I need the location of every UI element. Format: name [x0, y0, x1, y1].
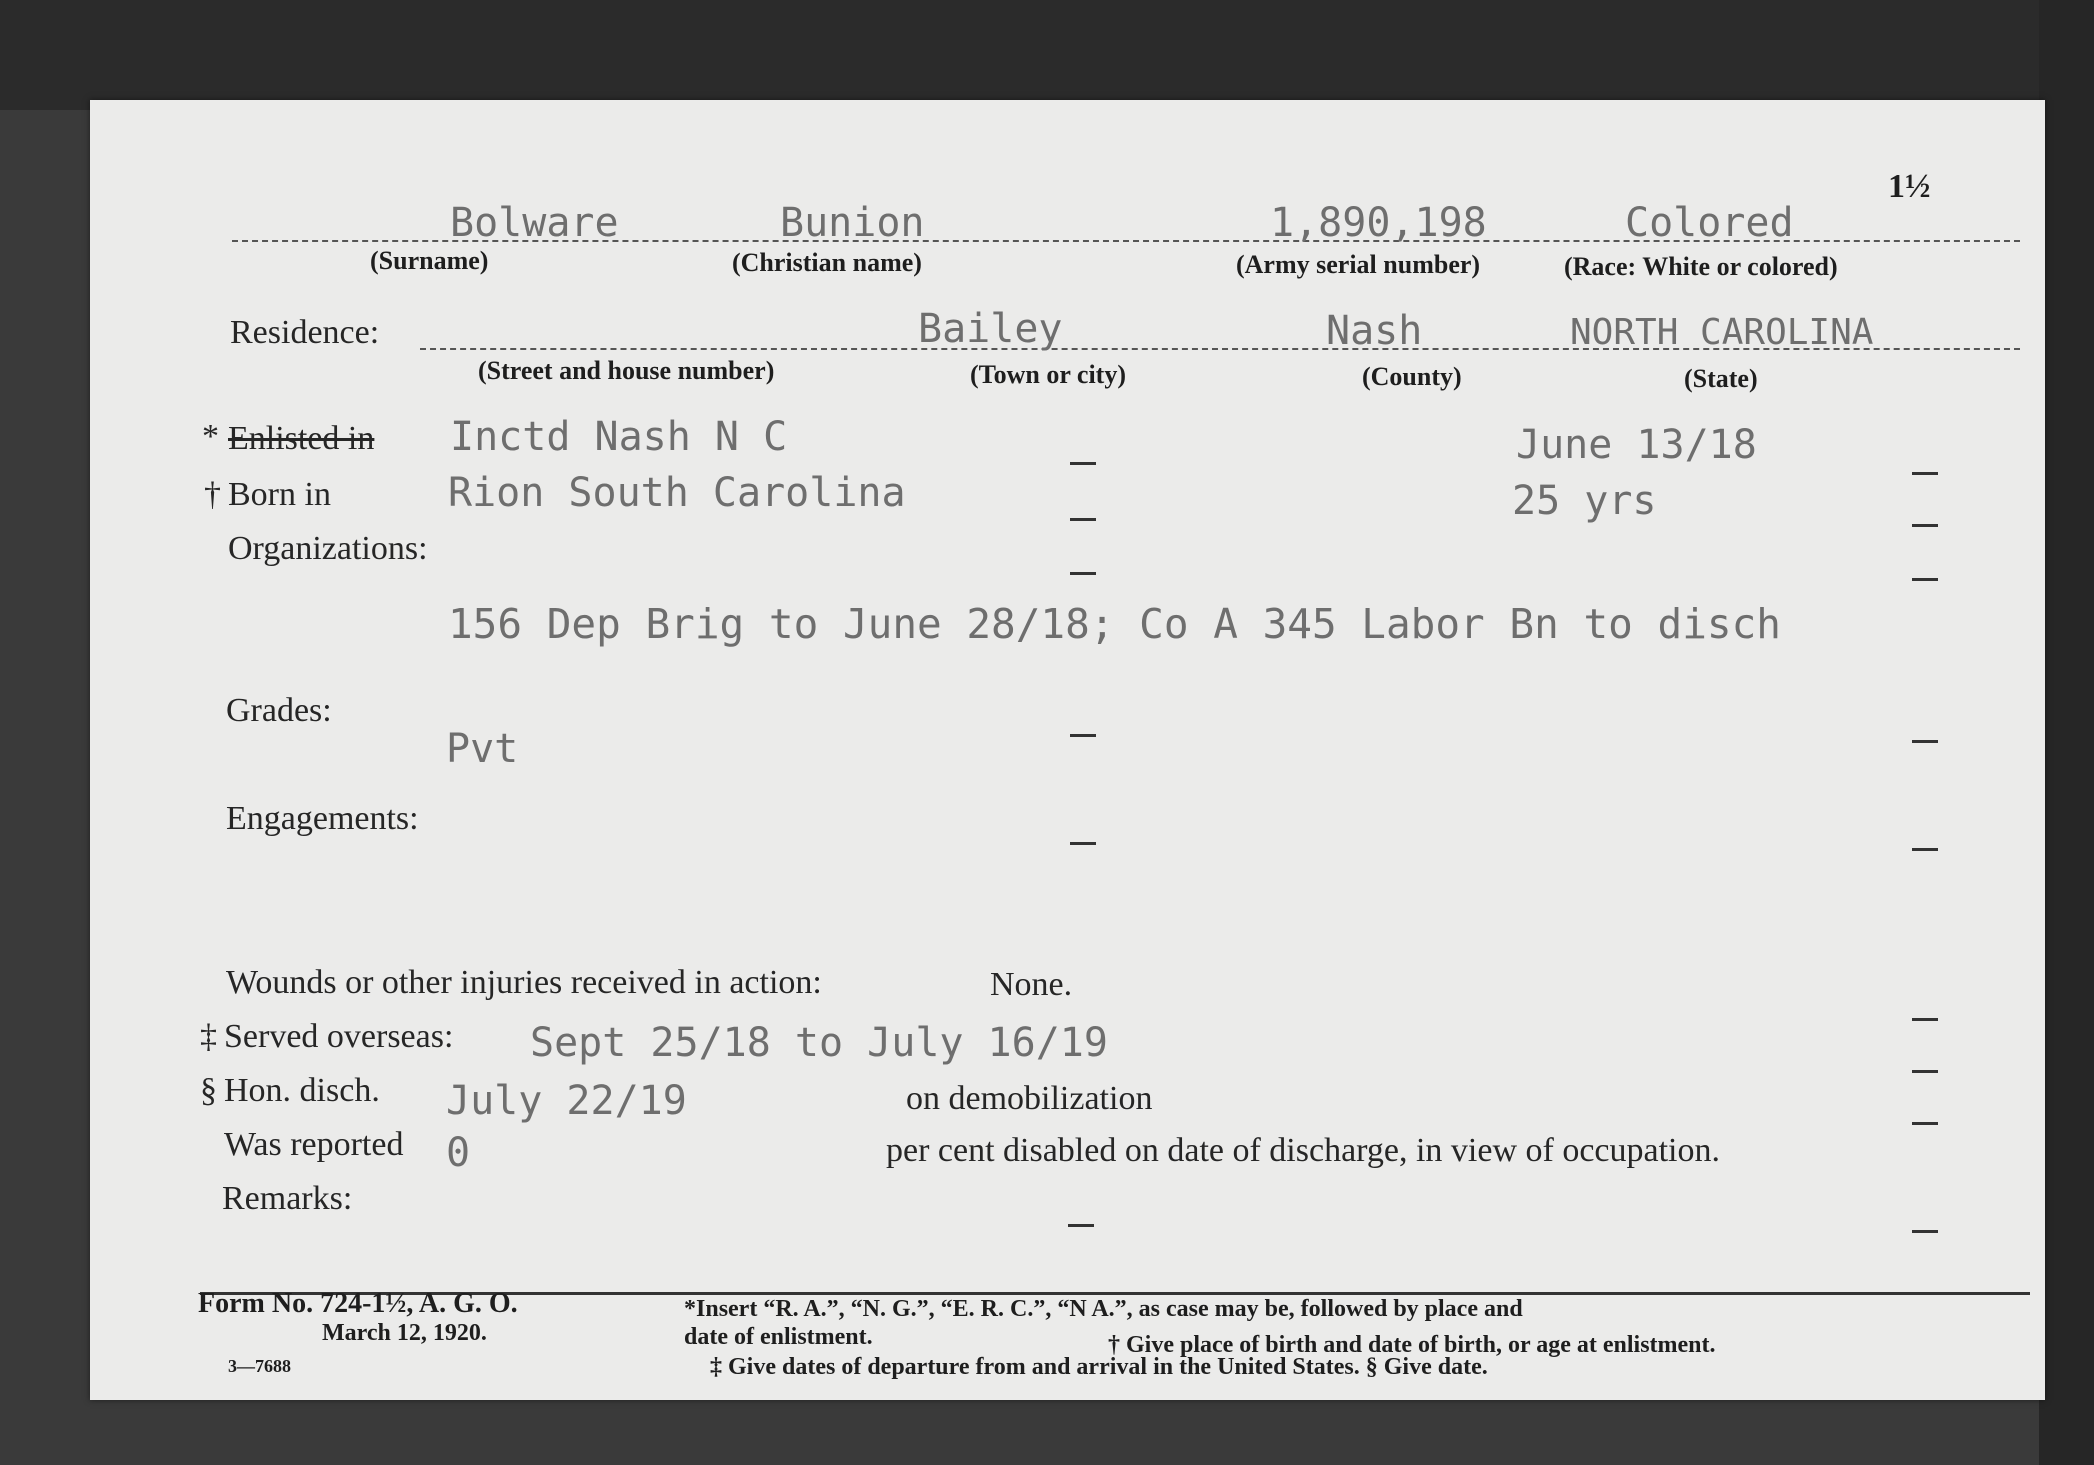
- overseas-value: Sept 25/18 to July 16/19: [530, 1020, 1108, 1066]
- margin-dash: [1912, 524, 1938, 527]
- organizations-value: 156 Dep Brig to June 28/18; Co A 345 Labor Bn to disch: [448, 600, 1781, 648]
- discharge-marker: §: [200, 1072, 217, 1109]
- enlisted-label: Enlisted in: [228, 420, 375, 457]
- residence-county-value: Nash: [1326, 308, 1423, 354]
- margin-dash: [1912, 578, 1938, 581]
- remarks-label: Remarks:: [222, 1180, 353, 1217]
- engagements-label: Engagements:: [226, 800, 419, 837]
- residence-label: Residence:: [230, 314, 380, 351]
- reported-note: per cent disabled on date of discharge, in view of occupation.: [886, 1132, 1720, 1169]
- grades-label: Grades:: [226, 692, 332, 729]
- born-marker: †: [204, 476, 221, 513]
- discharge-value: July 22/19: [446, 1078, 687, 1124]
- caption-street: (Street and house number): [478, 356, 775, 385]
- residence-state-value: NORTH CAROLINA: [1570, 312, 1874, 353]
- wounds-value: None.: [990, 966, 1073, 1003]
- margin-dash: [1912, 1018, 1938, 1021]
- enlisted-marker: *: [202, 418, 219, 455]
- scanner-background-right: [2039, 0, 2094, 1465]
- grades-value: Pvt: [446, 726, 519, 772]
- margin-dash: [1070, 572, 1096, 575]
- caption-county: (County): [1362, 362, 1462, 391]
- margin-dash: [1912, 1122, 1938, 1125]
- caption-serial-number: (Army serial number): [1236, 250, 1481, 279]
- serial-number-value: 1,890,198: [1270, 200, 1487, 246]
- residence-town-value: Bailey: [918, 306, 1063, 352]
- caption-surname: (Surname): [370, 246, 489, 275]
- organizations-label: Organizations:: [228, 530, 428, 567]
- reported-label: Was reported: [224, 1126, 404, 1163]
- enlisted-value: Inctd Nash N C: [450, 414, 788, 460]
- margin-dash: [1912, 1070, 1938, 1073]
- card-corner-number: 1½: [1888, 168, 1931, 205]
- discharge-note: on demobilization: [906, 1080, 1153, 1117]
- footer-note-line2a: date of enlistment.: [684, 1324, 873, 1350]
- scanner-background-top: [0, 0, 2094, 110]
- footer-note-line2b: † Give place of birth and date of birth, or age at enlistment.: [1108, 1332, 1716, 1358]
- born-label: Born in: [228, 476, 331, 513]
- form-number: Form No. 724-1½, A. G. O.: [198, 1288, 518, 1319]
- margin-dash: [1070, 462, 1096, 465]
- born-age: 25 yrs: [1512, 478, 1657, 524]
- overseas-label: Served overseas:: [224, 1018, 454, 1055]
- reported-value: 0: [446, 1130, 471, 1176]
- caption-town: (Town or city): [970, 360, 1126, 389]
- race-value: Colored: [1625, 200, 1794, 246]
- caption-race: (Race: White or colored): [1564, 252, 1838, 281]
- form-date: March 12, 1920.: [322, 1320, 487, 1346]
- margin-dash: [1912, 472, 1938, 475]
- margin-dash: [1070, 734, 1096, 737]
- christian-name-value: Bunion: [780, 200, 925, 246]
- overseas-marker: ‡: [200, 1018, 217, 1055]
- margin-dash: [1912, 848, 1938, 851]
- margin-dash: [1068, 1224, 1094, 1227]
- wounds-label: Wounds or other injuries received in action:: [226, 964, 822, 1001]
- surname-value: Bolware: [450, 200, 619, 246]
- enlisted-date: June 13/18: [1516, 422, 1757, 468]
- margin-dash: [1912, 1230, 1938, 1233]
- discharge-label: Hon. disch.: [224, 1072, 380, 1109]
- print-code: 3—7688: [228, 1356, 291, 1376]
- born-value: Rion South Carolina: [448, 470, 906, 516]
- service-record-card: [90, 100, 2045, 1400]
- footer-note-line3: ‡ Give dates of departure from and arrival in the United States. § Give date.: [710, 1354, 1488, 1380]
- caption-christian-name: (Christian name): [732, 248, 922, 277]
- caption-state: (State): [1684, 364, 1758, 393]
- footer-note-line1: *Insert “R. A.”, “N. G.”, “E. R. C.”, “N A.”, as case may be, followed by place and: [684, 1296, 1523, 1322]
- margin-dash: [1070, 842, 1096, 845]
- margin-dash: [1912, 740, 1938, 743]
- margin-dash: [1070, 518, 1096, 521]
